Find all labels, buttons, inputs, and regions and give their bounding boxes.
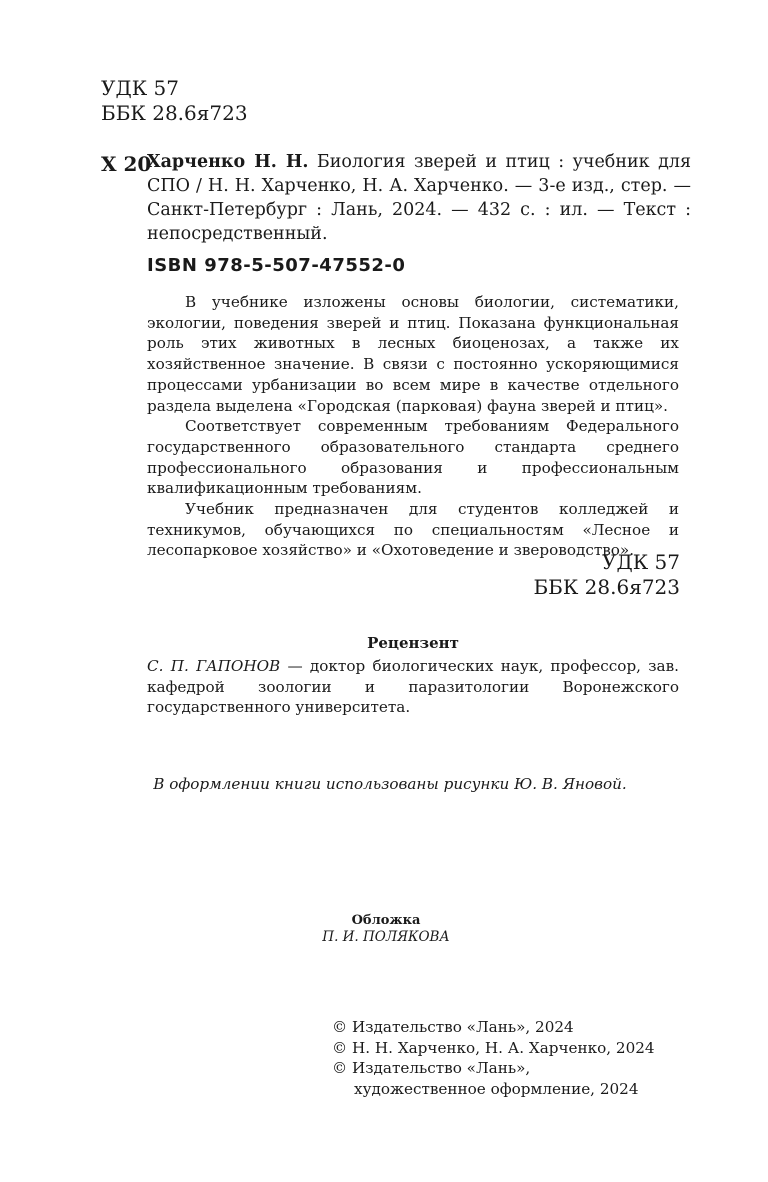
cover-designer: П. И. ПОЛЯКОВА: [322, 929, 450, 945]
reviewer-title: Рецензент: [367, 634, 459, 652]
copyright-line-continued: художественное оформление, 2024: [354, 1079, 639, 1098]
reviewer-name: С. П. ГАПОНОВ: [147, 657, 281, 675]
copyright-block: [332, 1017, 655, 1099]
reviewer-description: — доктор биологических наук, профессор, зав. кафедрой зоологии и паразитологии Воронежского государственного университета.: [147, 657, 679, 717]
copyright-line: © Издательство «Лань», 2024: [332, 1018, 574, 1036]
classification-codes-right: [520, 550, 680, 600]
annotation-paragraph: Соответствует современным требованиям Федерального государственного образовательного стандарта среднего профессионального образования и профессиональным квалификационным требованиям.: [147, 417, 679, 498]
reviewer-block: [147, 656, 679, 718]
illustrations-note: В оформлении книги использованы рисунки Ю. В. Яновой.: [153, 775, 627, 793]
bibliographic-description-block: [147, 150, 691, 246]
bibliographic-description: Биология зверей и птиц : учебник для СПО / Н. Н. Харченко, Н. А. Харченко. — 3-е изд., стер. — Санкт-Петербург : Лань, 2024. — 432 с. : ил. — Текст : непосредственный.: [147, 152, 692, 244]
annotation-paragraph: В учебнике изложены основы биологии, систематики, экологии, поведения зверей и птиц. Показана функциональная роль этих животных в лесных биоценозах, а также их хозяйственное значение. В связи с постоянно ускоряющимися процессами урбанизации во всем мире в качестве отдельного раздела выделена «Городская (парковая) фауна зверей и птиц».: [147, 293, 679, 415]
isbn: ISBN 978-5-507-47552-0: [147, 255, 406, 276]
annotation: [147, 292, 679, 561]
author-name: Харченко Н. Н.: [147, 152, 309, 172]
annotation-paragraph: Учебник предназначен для студентов колледжей и техникумов, обучающихся по специальностям «Лесное и лесопарковое хозяйство» и «Охотоведение и звероводство».: [147, 500, 679, 560]
classification-codes: [101, 76, 248, 126]
bbk-code-right: ББК 28.6я723: [533, 575, 680, 599]
bbk-code: ББК 28.6я723: [101, 101, 248, 125]
udk-code: УДК 57: [101, 76, 179, 100]
author-mark: Х 20: [101, 152, 152, 176]
copyright-line: © Н. Н. Харченко, Н. А. Харченко, 2024: [332, 1038, 655, 1057]
copyright-line: © Издательство «Лань»,: [332, 1059, 531, 1077]
bibliographic-entry: [101, 150, 691, 246]
udk-code-right: УДК 57: [602, 550, 680, 574]
cover-title: Обложка: [351, 913, 421, 928]
